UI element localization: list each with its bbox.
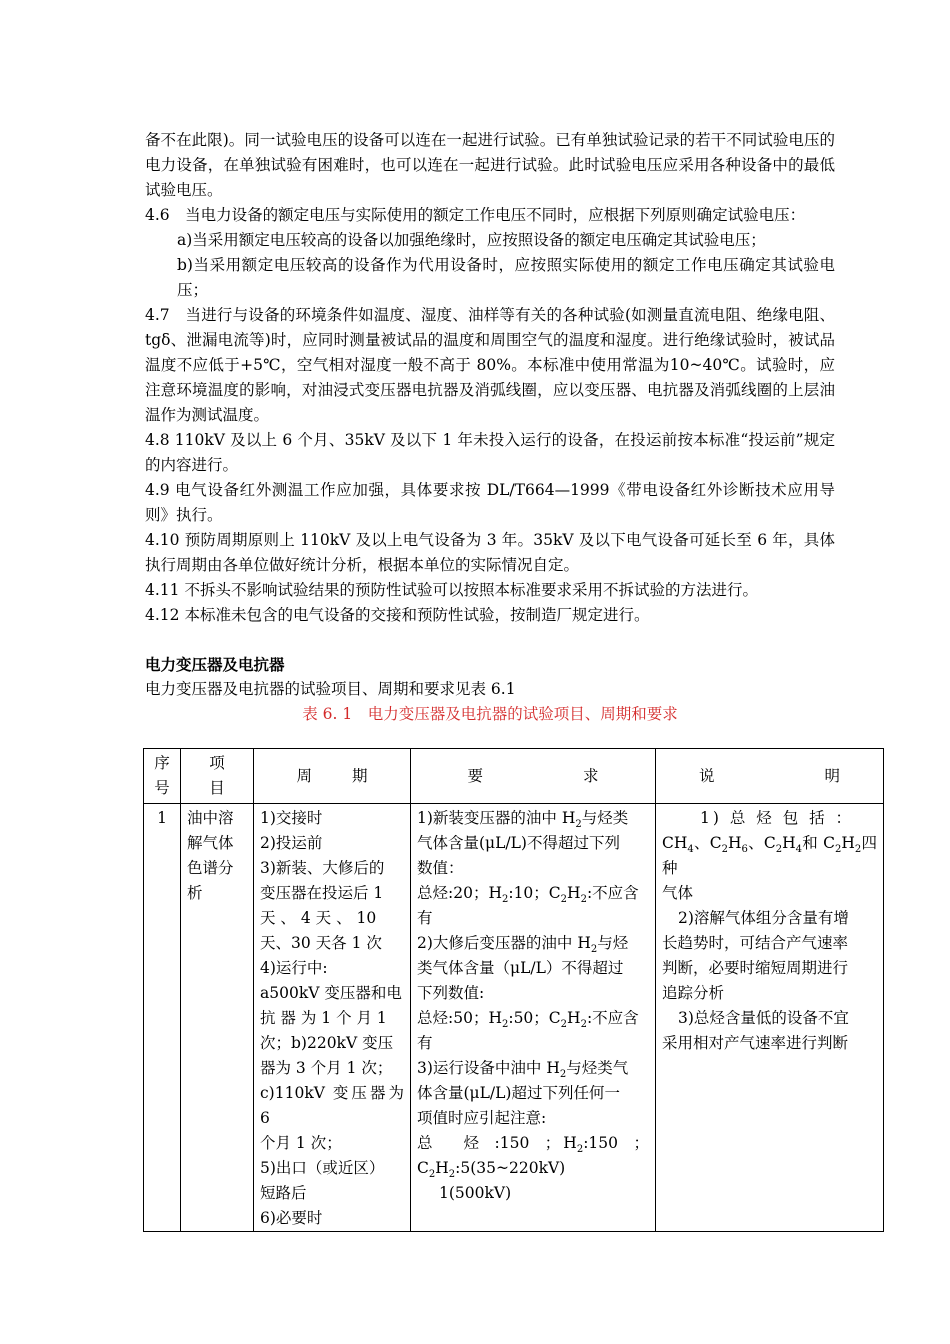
clause-4-11: 4.11 不拆头不影响试验结果的预防性试验可以按照本标准要求采用不拆试验的方法进行。 bbox=[145, 581, 758, 599]
paragraph-continuation: 备不在此限)。同一试验电压的设备可以连在一起进行试验。已有单独试验记录的若干不同试验电压的电力设备，在单独试验有困难时，也可以连在一起进行试验。此时试验电压应采用各种设备中的最低试验电压。 bbox=[145, 131, 835, 199]
clause-4-12: 4.12 本标准未包含的电气设备的交接和预防性试验，按制造厂规定进行。 bbox=[145, 606, 650, 624]
clause-4-7: 4.7 当进行与设备的环境条件如温度、湿度、油样等有关的各种试验(如测量直流电阻、绝缘电阻、tgδ、泄漏电流等)时，应同时测量被试品的温度和周围空气的温度和湿度。进行绝缘试验时，被试品温度不应低于+5℃，空气相对湿度一般不高于 80%。本标准中使用常温为10~40℃。试验时，应注意环境温度的影响，对油浸式变压器电抗器及消弧线圈，应以变压器、电抗器及消弧线圈的上层油温作为测试温度。 bbox=[145, 306, 835, 424]
header-requirement: 要 求 bbox=[411, 749, 656, 804]
section-title: 电力变压器及电抗器 bbox=[145, 655, 285, 674]
header-note: 说 明 bbox=[656, 749, 884, 804]
clause-4-6-b: b)当采用额定电压较高的设备作为代用设备时，应按照实际使用的额定工作电压确定其试验电压； bbox=[177, 256, 835, 299]
clause-4-6-a: a)当采用额定电压较高的设备以加强绝缘时，应按照设备的额定电压确定其试验电压； bbox=[177, 231, 766, 249]
table-header-row bbox=[144, 749, 884, 804]
section-intro: 电力变压器及电抗器的试验项目、周期和要求见表 6.1 bbox=[145, 680, 516, 698]
header-item: 项 目 bbox=[181, 749, 254, 804]
clause-4-9: 4.9 电气设备红外测温工作应加强，具体要求按 DL/T664—1999《带电设备红外诊断技术应用导则》执行。 bbox=[145, 481, 835, 524]
clause-4-10: 4.10 预防周期原则上 110kV 及以上电气设备为 3 年。35kV 及以下电气设备可延长至 6 年，具体执行周期由各单位做好统计分析，根据本单位的实际情况自定。 bbox=[145, 531, 835, 574]
document-body bbox=[145, 128, 835, 727]
row-item: 油中溶 解气体 色谱分 析 bbox=[181, 804, 254, 1232]
row-period: 1)交接时 2)投运前 3)新装、大修后的 变压器在投运后 1 天 、 4 天 、 10 天、30 天各 1 次 4)运行中: a500kV 变压器和电 抗 器 为 1 个 月 1 次；b)220kV 变压 器为 3 个月 1 次； c)110kV 变压器为 6 个月 1 次； 5)出口（或近区） 短路后 6)必要时 bbox=[254, 804, 411, 1232]
test-items-table bbox=[143, 748, 884, 1232]
table-row bbox=[144, 804, 884, 1232]
table-caption: 表 6. 1 电力变压器及电抗器的试验项目、周期和要求 bbox=[302, 705, 678, 723]
header-period: 周 期 bbox=[254, 749, 411, 804]
header-no: 序 号 bbox=[144, 749, 181, 804]
clause-4-8: 4.8 110kV 及以上 6 个月、35kV 及以下 1 年未投入运行的设备，在投运前按本标准“投运前”规定的内容进行。 bbox=[145, 431, 835, 474]
clause-4-6: 4.6 当电力设备的额定电压与实际使用的额定工作电压不同时，应根据下列原则确定试验电压： bbox=[145, 206, 806, 224]
row-requirement: 1)新装变压器的油中 $H_2$与烃类 气体含量(μL/L)不得超过下列 数值： 总烃:20；$H_2:10$；$C_2H_2$:不应含 有 2)大修后变压器的油中 $H_2$与烃 类气体含量（μL/L）不得超过 下列数值: 总烃:50；$H_2:50$；$C_2H_2$:不应含 有 3)运行设备中油中 $H_2$与烃类气 体含量(μL/L)超过下列任何一 项值时应引起注意: 总 烃 :150 ； $H_2:150$ ； $C_2H_2:5(35\sim 220kV)$ 1(500kV) bbox=[411, 804, 656, 1232]
row-note: 1) 总 烃 包 括 ： $CH_4$、$C_2H_6$、$C_2H_4$和 $C_2H_2$四种 气体 2)溶解气体组分含量有增 长趋势时，可结合产气速率 判断，必要时缩短周期进行 追踪分析 3)总烃含量低的设备不宜 采用相对产气速率进行判断 bbox=[656, 804, 884, 1232]
row-number: 1 bbox=[144, 804, 181, 1232]
